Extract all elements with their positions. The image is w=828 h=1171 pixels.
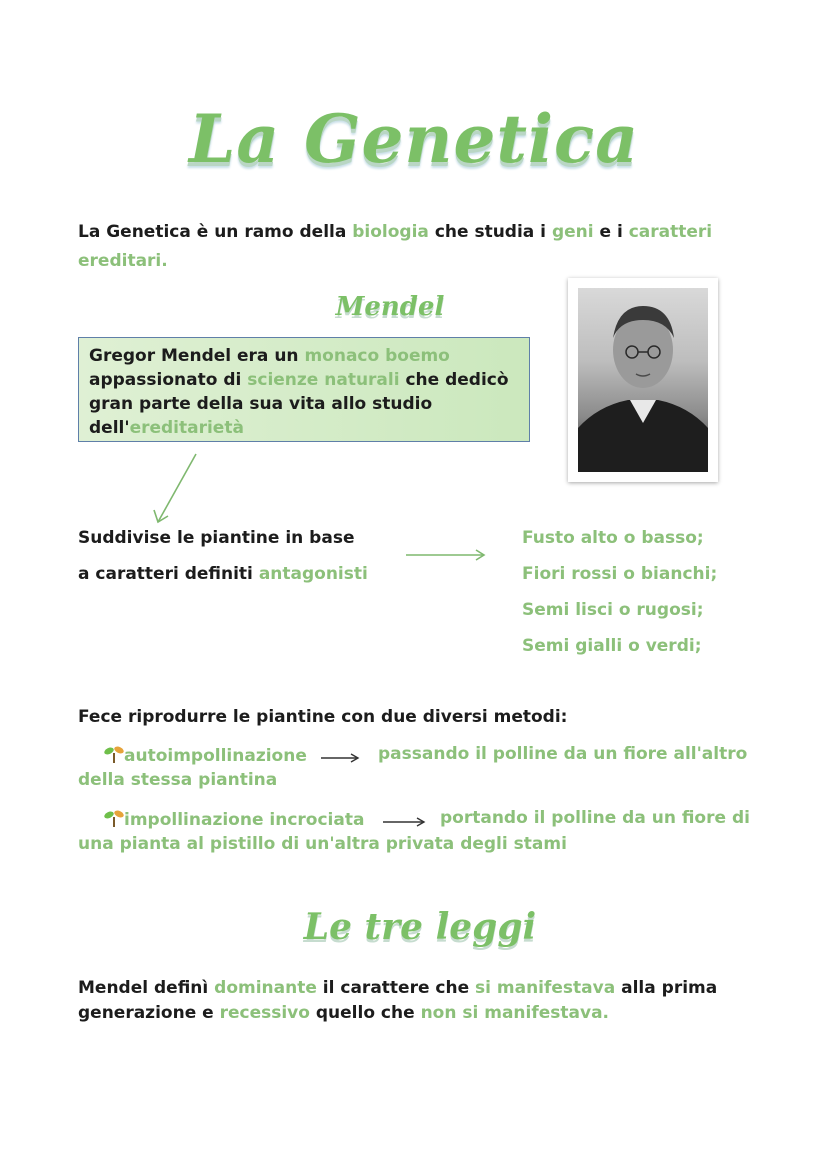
trait-item: Semi gialli o verdi; — [522, 636, 702, 656]
suddivise-line-1: Suddivise le piantine in base — [78, 528, 355, 548]
intro-period: . — [161, 251, 168, 271]
mendel-info-box — [78, 337, 530, 442]
intro-paragraph — [78, 218, 738, 276]
final-paragraph — [78, 976, 758, 1026]
intro-text: e i — [593, 222, 629, 242]
highlight-caratteri: caratteri — [628, 222, 713, 242]
suddivise-text: a caratteri definiti — [78, 564, 259, 584]
trait-item: Semi lisci o rugosi; — [522, 600, 704, 620]
sprout-icon — [104, 808, 124, 828]
box-text: dell' — [89, 418, 130, 438]
highlight-non-si-manifestava: non si manifestava — [420, 1003, 603, 1023]
highlight-ereditari: ereditari — [78, 251, 162, 271]
box-text: gran parte della sua vita allo studio — [89, 394, 433, 414]
arrow-right — [382, 816, 428, 828]
box-text: che dedicò — [399, 370, 509, 390]
box-text: Gregor Mendel era un — [89, 346, 305, 366]
methods-intro: Fece riprodurre le piantine con due diversi metodi: — [78, 707, 568, 727]
final-period: . — [602, 1003, 610, 1023]
final-text: generazione e — [78, 1003, 220, 1023]
final-text: Mendel definì — [78, 978, 215, 998]
highlight-recessivo: recessivo — [219, 1003, 310, 1023]
method-1-name: autoimpollinazione — [124, 746, 307, 766]
final-text: quello che — [309, 1003, 421, 1023]
final-text: alla prima — [615, 978, 718, 998]
mendel-heading: Mendel — [335, 292, 445, 322]
intro-text: La Genetica è un ramo della — [78, 222, 353, 242]
highlight-dominante: dominante — [214, 978, 317, 998]
arrow-right — [320, 752, 362, 764]
method-1-desc: passando il polline da un fiore all'altro — [378, 744, 748, 764]
sprout-icon — [104, 744, 124, 764]
suddivise-line-2 — [78, 564, 368, 584]
highlight-scienze-naturali: scienze naturali — [247, 370, 400, 390]
method-1-desc-2: della stessa piantina — [78, 770, 278, 790]
portrait-image — [578, 288, 708, 472]
method-2-desc: portando il polline da un fiore di — [440, 808, 750, 828]
mendel-portrait — [568, 278, 718, 482]
arrow-down-left — [150, 452, 210, 530]
method-1-row — [104, 744, 307, 766]
highlight-biologia: biologia — [352, 222, 429, 242]
highlight-geni: geni — [551, 222, 594, 242]
method-2-desc-2: una pianta al pistillo di un'altra privata degli stami — [78, 834, 567, 854]
leggi-heading: Le tre leggi — [303, 906, 537, 948]
method-2-row — [104, 808, 364, 830]
trait-item: Fusto alto o basso; — [522, 528, 704, 548]
box-text: appassionato di — [89, 370, 248, 390]
highlight-antagonisti: antagonisti — [258, 564, 368, 584]
final-text: il carattere che — [316, 978, 476, 998]
highlight-monaco-boemo: monaco boemo — [304, 346, 450, 366]
method-2-name: impollinazione incrociata — [124, 810, 365, 830]
intro-text: che studia i — [428, 222, 552, 242]
highlight-si-manifestava: si manifestava — [475, 978, 616, 998]
highlight-ereditarieta: ereditarietà — [129, 418, 244, 438]
arrow-right — [404, 548, 488, 562]
page-title: La Genetica — [189, 100, 639, 178]
trait-item: Fiori rossi o bianchi; — [522, 564, 718, 584]
